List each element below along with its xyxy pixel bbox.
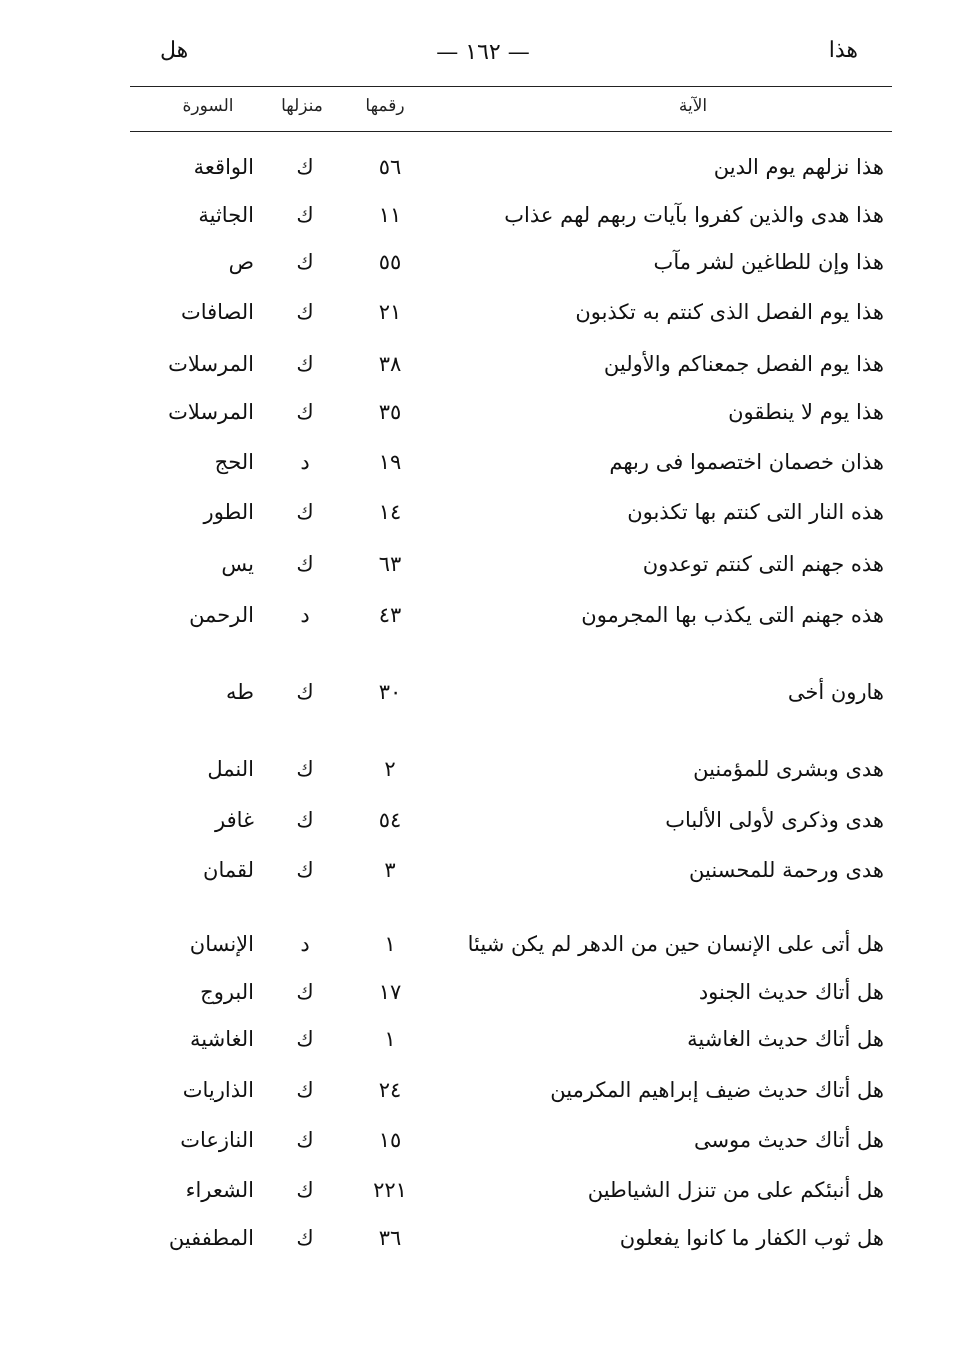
revelation-type: ك bbox=[296, 1178, 314, 1202]
column-header-revelation: منزلها bbox=[281, 96, 323, 116]
sura-name: الإنسان bbox=[189, 932, 254, 956]
sura-name: ص bbox=[228, 250, 254, 274]
aya-number: ١٧ bbox=[378, 980, 402, 1004]
aya-number: ٥٤ bbox=[378, 808, 402, 832]
aya-number: ٣٦ bbox=[378, 1226, 402, 1250]
revelation-type: ك bbox=[296, 980, 314, 1004]
column-header-aya: الآية bbox=[678, 96, 708, 116]
sura-name: طه bbox=[226, 680, 254, 704]
aya-number: ٤٣ bbox=[378, 603, 402, 627]
aya-number: ٢١ bbox=[378, 300, 402, 324]
table-row bbox=[0, 1078, 966, 1118]
aya-text: هل ثوب الكفار ما كانوا يفعلون bbox=[619, 1226, 884, 1250]
aya-number: ٣٠ bbox=[378, 680, 402, 704]
table-row bbox=[0, 1178, 966, 1218]
table-row bbox=[0, 980, 966, 1020]
running-head-left: هل bbox=[160, 38, 189, 63]
revelation-type: د bbox=[300, 932, 310, 956]
aya-number: ١٥ bbox=[378, 1128, 402, 1152]
table-row bbox=[0, 757, 966, 797]
sura-name: الحج bbox=[214, 450, 254, 474]
aya-number: ٦٣ bbox=[378, 552, 402, 576]
table-row bbox=[0, 808, 966, 848]
aya-number: ٢٢١ bbox=[373, 1178, 407, 1202]
revelation-type: ك bbox=[296, 300, 314, 324]
table-row bbox=[0, 680, 966, 720]
aya-text: هذا وإن للطاغين لشر مآب bbox=[653, 250, 884, 274]
revelation-type: ك bbox=[296, 203, 314, 227]
aya-number: ٢ bbox=[384, 757, 396, 781]
sura-name: الطور bbox=[203, 500, 254, 524]
aya-number: ١٩ bbox=[378, 450, 402, 474]
revelation-type: د bbox=[300, 450, 310, 474]
table-row bbox=[0, 400, 966, 440]
sura-name: الجاثية bbox=[198, 203, 254, 227]
aya-text: هل أتاك حديث موسى bbox=[693, 1128, 884, 1152]
aya-number: ٣ bbox=[384, 858, 396, 882]
table-row bbox=[0, 1027, 966, 1067]
sura-name: الغاشية bbox=[190, 1027, 254, 1051]
table-row bbox=[0, 552, 966, 592]
sura-name: المطففين bbox=[168, 1226, 254, 1250]
aya-text: هذا يوم الفصل جمعناكم والأولين bbox=[603, 352, 884, 376]
aya-text: هدى وبشرى للمؤمنين bbox=[693, 757, 884, 781]
aya-text: هذا يوم لا ينطقون bbox=[728, 400, 884, 424]
revelation-type: ك bbox=[296, 352, 314, 376]
table-row bbox=[0, 300, 966, 340]
aya-text: هل أتاك حديث الجنود bbox=[698, 980, 884, 1004]
table-row bbox=[0, 450, 966, 490]
sura-name: المرسلات bbox=[168, 352, 254, 376]
sura-name: الشعراء bbox=[185, 1178, 254, 1202]
sura-name: النمل bbox=[207, 757, 254, 781]
aya-text: هذا يوم الفصل الذى كنتم به تكذبون bbox=[575, 300, 884, 324]
revelation-type: ك bbox=[296, 1128, 314, 1152]
column-header-number: رقمها bbox=[365, 96, 405, 116]
aya-text: هذان خصمان اختصموا فى ربهم bbox=[609, 450, 884, 474]
aya-text: هل أتى على الإنسان حين من الدهر لم يكن شيئا bbox=[467, 932, 884, 956]
revelation-type: ك bbox=[296, 1226, 314, 1250]
revelation-type: ك bbox=[296, 500, 314, 524]
aya-number: ٣٨ bbox=[378, 352, 402, 376]
aya-text: هارون أخى bbox=[787, 680, 884, 704]
revelation-type: ك bbox=[296, 1078, 314, 1102]
sura-name: الرحمن bbox=[189, 603, 254, 627]
header-rule-bottom bbox=[130, 131, 892, 132]
aya-text: هدى ورحمة للمحسنين bbox=[689, 858, 884, 882]
revelation-type: ك bbox=[296, 858, 314, 882]
aya-number: ١٤ bbox=[378, 500, 402, 524]
revelation-type: ك bbox=[296, 757, 314, 781]
aya-text: هل أنبئكم على من تنزل الشياطين bbox=[587, 1178, 884, 1202]
table-row bbox=[0, 858, 966, 898]
aya-text: هل أتاك حديث ضيف إبراهيم المكرمين bbox=[550, 1078, 884, 1102]
sura-name: يس bbox=[221, 552, 254, 576]
revelation-type: ك bbox=[296, 155, 314, 179]
aya-number: ١ bbox=[384, 932, 396, 956]
header-rule-top bbox=[130, 86, 892, 87]
revelation-type: د bbox=[300, 603, 310, 627]
aya-number: ٥٥ bbox=[378, 250, 402, 274]
table-row bbox=[0, 155, 966, 195]
table-row bbox=[0, 203, 966, 243]
table-row bbox=[0, 250, 966, 290]
aya-number: ١ bbox=[384, 1027, 396, 1051]
aya-number: ٣٥ bbox=[378, 400, 402, 424]
aya-text: هذا نزلهم يوم الدين bbox=[713, 155, 884, 179]
aya-text: هل أتاك حديث الغاشية bbox=[687, 1027, 884, 1051]
sura-name: غافر bbox=[214, 808, 254, 832]
aya-text: هذه جهنم التى يكذب بها المجرمون bbox=[581, 603, 884, 627]
aya-text: هذه جهنم التى كنتم توعدون bbox=[642, 552, 884, 576]
aya-text: هذا هدى والذين كفروا بآيات ربهم لهم عذاب bbox=[504, 203, 884, 227]
revelation-type: ك bbox=[296, 250, 314, 274]
sura-name: المرسلات bbox=[168, 400, 254, 424]
revelation-type: ك bbox=[296, 400, 314, 424]
table-row bbox=[0, 1128, 966, 1168]
aya-text: هذه النار التى كنتم بها تكذبون bbox=[627, 500, 884, 524]
revelation-type: ك bbox=[296, 680, 314, 704]
sura-name: لقمان bbox=[203, 858, 254, 882]
table-row bbox=[0, 500, 966, 540]
table-row bbox=[0, 1226, 966, 1266]
sura-name: الصافات bbox=[180, 300, 254, 324]
revelation-type: ك bbox=[296, 552, 314, 576]
sura-name: البروج bbox=[200, 980, 254, 1004]
running-head-right: هذا bbox=[828, 38, 858, 63]
page-number: — ١٦٢ — bbox=[436, 40, 530, 65]
table-row bbox=[0, 603, 966, 643]
aya-number: ١١ bbox=[378, 203, 402, 227]
sura-name: الذاريات bbox=[182, 1078, 254, 1102]
sura-name: الواقعة bbox=[193, 155, 254, 179]
table-row bbox=[0, 352, 966, 392]
revelation-type: ك bbox=[296, 808, 314, 832]
column-header-sura: السورة bbox=[182, 96, 234, 116]
sura-name: النازعات bbox=[180, 1128, 254, 1152]
aya-text: هدى وذكرى لأولى الألباب bbox=[665, 808, 884, 832]
aya-number: ٢٤ bbox=[378, 1078, 402, 1102]
table-row bbox=[0, 932, 966, 972]
revelation-type: ك bbox=[296, 1027, 314, 1051]
aya-number: ٥٦ bbox=[378, 155, 402, 179]
